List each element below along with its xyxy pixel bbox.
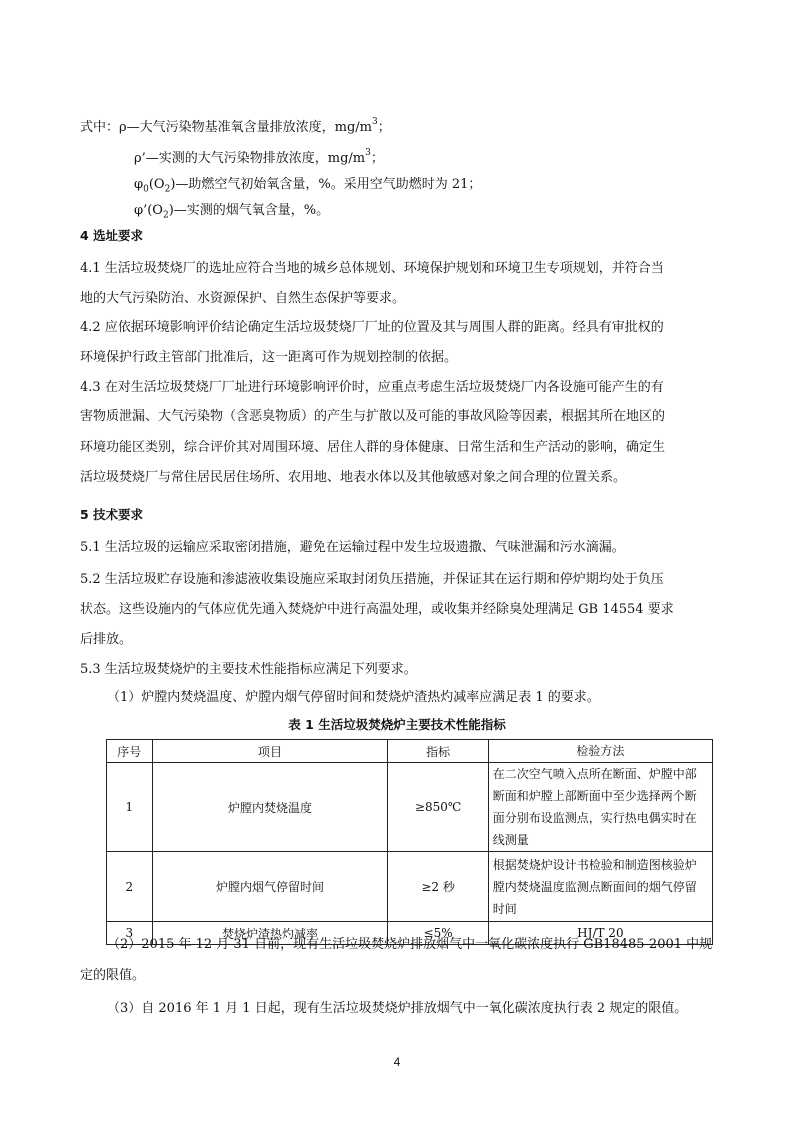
formula-def-rho: ρ—大气污染物基准氧含量排放浓度，mg/m: [119, 120, 373, 135]
section-4-1-line-1: 4.1 生活垃圾焚烧厂的选址应符合当地的城乡总体规划、环境保护规划和环境卫生专项规划，并符合当: [80, 261, 664, 276]
section-4-2-line-2: 环境保护行政主管部门批准后，这一距离可作为规划控制的依据。: [80, 350, 458, 365]
formula-sub: 2: [164, 184, 171, 195]
formula-sup: 3: [365, 147, 371, 158]
formula-line-1: [80, 116, 391, 136]
section-4-1-line-2: 地的大气污染防治、水资源保护、自然生态保护等要求。: [80, 291, 406, 306]
table-cell-item: 炉膛内烟气停留时间: [152, 852, 388, 922]
section-5-3-item-3: （3）自 2016 年 1 月 1 日起，现有生活垃圾焚烧炉排放烟气中一氧化碳浓度执行表 2 规定的限值。: [107, 1001, 688, 1016]
formula-def-rho-measured: ρ’—实测的大气污染物排放浓度，mg/m: [134, 151, 366, 166]
section-5-3-item-1: （1）炉膛内焚烧温度、炉膛内烟气停留时间和焚烧炉渣热灼减率应满足表 1 的要求。: [107, 690, 600, 705]
section-4-3-line-2: 害物质泄漏、大气污染物（含恶臭物质）的产生与扩散以及可能的事故风险等因素，根据其所在地区的: [80, 409, 666, 424]
table-cell-item: 焚烧炉渣热灼减率: [152, 922, 388, 945]
table-row: [107, 763, 713, 852]
table-cell-method: 根据焚烧炉设计书检验和制造图核验炉膛内焚烧温度监测点断面间的烟气停留时间: [488, 852, 712, 922]
section-5-3-item-2-line-1: （2）2015 年 12 月 31 日前，现有生活垃圾焚烧炉排放烟气中一氧化碳浓度执行 GB18485-2001 中规: [107, 937, 713, 952]
table-cell-method: HJ/T 20: [488, 922, 712, 945]
formula-def-initial-oxygen: )—助燃空气初始氧含量，%。采用空气助燃时为 21；: [170, 177, 482, 192]
section-4-2-line-1: 4.2 应依据环境影响评价结论确定生活垃圾焚烧厂厂址的位置及其与周围人群的距离。经具有审批权的: [80, 320, 664, 335]
page-number: 4: [393, 1055, 401, 1069]
table-1: [106, 739, 713, 945]
formula-sub: 0: [143, 184, 149, 195]
section-5-2-line-3: 后排放。: [80, 632, 133, 647]
formula-def-measured-oxygen: )—实测的烟气氧含量，%。: [168, 203, 330, 218]
section-5-2-line-1: 5.2 生活垃圾贮存设施和渗滤液收集设施应采取封闭负压措施，并保证其在运行期和停炉期均处于负压: [80, 572, 664, 587]
table-header-item: 项目: [152, 740, 388, 763]
table-header-value: 指标: [388, 740, 488, 763]
formula-sub: 2: [162, 210, 169, 221]
formula-prefix: 式中：: [80, 120, 120, 135]
formula-line-4: [134, 203, 329, 219]
section-5-2-line-2: 状态。这些设施内的气体应优先通入焚烧炉中进行高温处理，或收集并经除臭处理满足 GB 14554 要求: [80, 602, 674, 617]
table-cell-no: 3: [107, 922, 153, 945]
table-cell-value: ≥850℃: [388, 763, 488, 852]
formula-punct: ；: [377, 120, 391, 135]
section-4-heading: 4 选址要求: [80, 228, 144, 243]
formula-text: (O: [148, 177, 165, 192]
formula-sup: 3: [372, 116, 378, 127]
formula-line-3: [134, 177, 481, 193]
table-cell-item: 炉膛内焚烧温度: [152, 763, 388, 852]
table-header-row: [107, 740, 713, 763]
table-cell-value: ≥2 秒: [388, 852, 488, 922]
table-cell-method: 在二次空气喷入点所在断面、炉膛中部断面和炉膛上部断面中至少选择两个断面分别布设监测点，实行热电偶实时在线测量: [488, 763, 712, 852]
section-4-3-line-4: 活垃圾焚烧厂与常住居民居住场所、农用地、地表水体以及其他敏感对象之间合理的位置关系。: [80, 470, 627, 485]
section-5-1-line-1: 5.1 生活垃圾的运输应采取密闭措施，避免在运输过程中发生垃圾遗撒、气味泄漏和污水滴漏。: [80, 540, 625, 555]
table-1-caption: 表 1 生活垃圾焚烧炉主要技术性能指标: [288, 717, 506, 732]
section-5-heading: 5 技术要求: [80, 507, 144, 522]
formula-line-2: [134, 147, 384, 167]
table-cell-no: 1: [107, 763, 153, 852]
table-header-no: 序号: [107, 740, 153, 763]
table-cell-no: 2: [107, 852, 153, 922]
section-4-3-line-1: 4.3 在对生活垃圾焚烧厂厂址进行环境影响评价时，应重点考虑生活垃圾焚烧厂内各设施可能产生的有: [80, 380, 664, 395]
formula-phi-measured: φ’(O: [134, 203, 163, 218]
table-header-method: 检验方法: [488, 740, 712, 763]
formula-phi: φ: [134, 177, 144, 192]
table-row: [107, 852, 713, 922]
section-4-3-line-3: 环境功能区类别，综合评价其对周围环境、居住人群的身体健康、日常生活和生产活动的影响，确定生: [80, 440, 666, 455]
section-5-3-line-1: 5.3 生活垃圾焚烧炉的主要技术性能指标应满足下列要求。: [80, 662, 417, 677]
formula-punct: ；: [370, 151, 384, 166]
table-cell-value: ≤5%: [388, 922, 488, 945]
section-5-3-item-2-line-2: 定的限值。: [80, 968, 146, 983]
